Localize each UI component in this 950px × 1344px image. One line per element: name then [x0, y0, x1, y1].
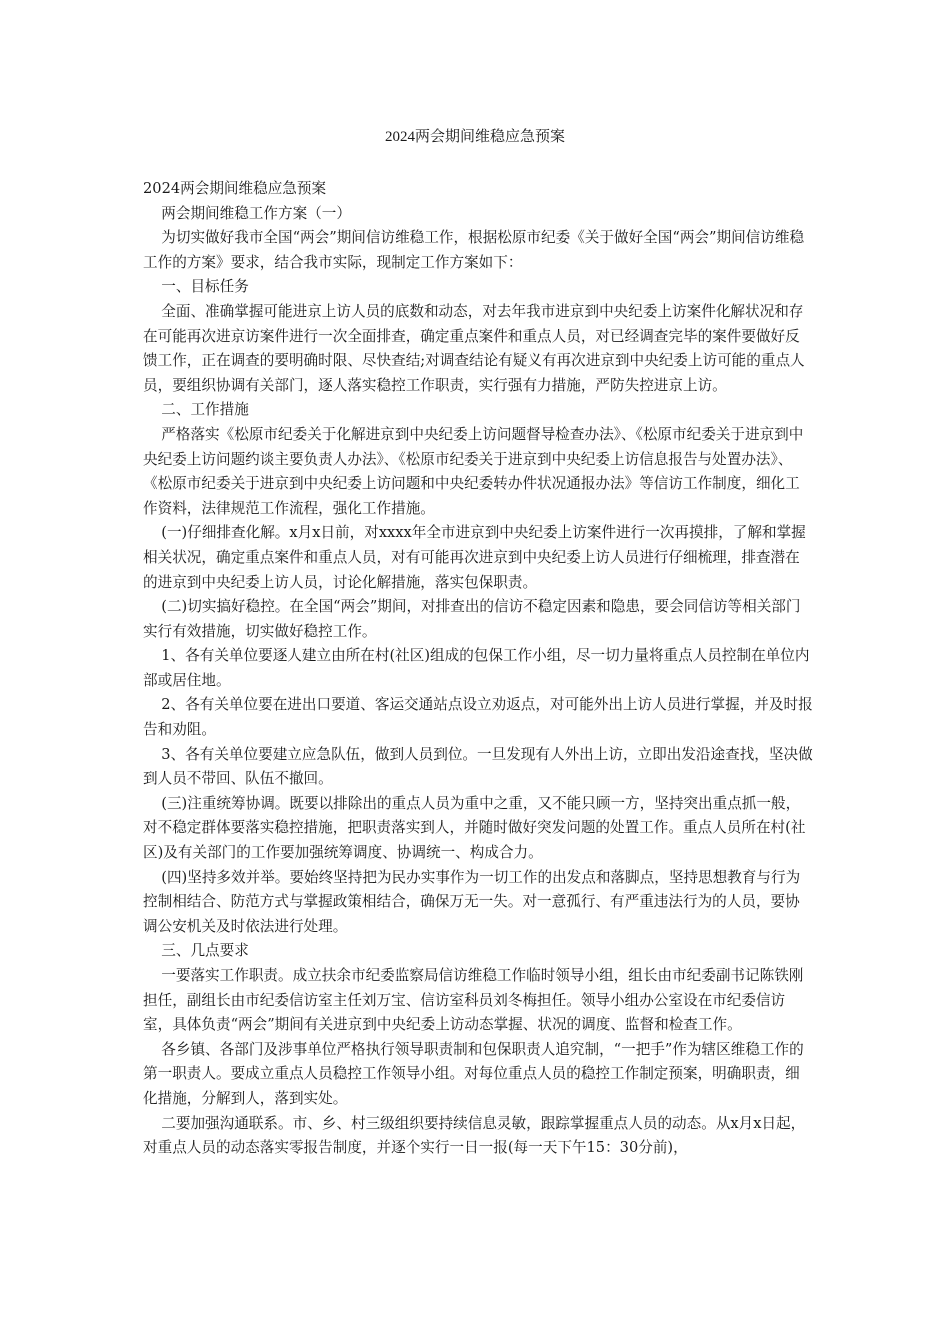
paragraph: 一要落实工作职责。成立扶余市纪委监察局信访维稳工作临时领导小组，组长由市纪委副书记陈铁刚担任，副组长由市纪委信访室主任刘万宝、信访室科员刘冬梅担任。领导小组办公室设在市纪委信访室，具体负责“两会”期间有关进京到中央纪委上访动态掌握、状况的调度、监督和检查工作。: [143, 967, 804, 1034]
section-heading: 二、工作措施: [161, 401, 249, 419]
paragraph: 2、各有关单位要在进出口要道、客运交通站点设立劝返点，对可能外出上访人员进行掌握，并及时报告和劝阻。: [143, 696, 813, 739]
paragraph: (四)坚持多效并举。要始终坚持把为民办实事作为一切工作的出发点和落脚点，坚持思想教育与行为控制相结合、防范方式与掌握政策相结合，确保万无一失。对一意孤行、有严重违法行为的人员，要协调公安机关及时依法进行处理。: [143, 868, 801, 935]
paragraph: 两会期间维稳工作方案（一）: [161, 204, 351, 222]
paragraph: 严格落实《松原市纪委关于化解进京到中央纪委上访问题督导检查办法》、《松原市纪委关于进京到中央纪委上访问题约谈主要负责人办法》、《松原市纪委关于进京到中央纪委上访信息报告与处置办法》、《松原市纪委关于进京到中央纪委上访问题和中央纪委转办件状况通报办法》等信访工作制度，细化工作资料，法律规范工作流程，强化工作措施。: [143, 425, 804, 517]
paragraph: 1、各有关单位要逐人建立由所在村(社区)组成的包保工作小组，尽一切力量将重点人员控制在单位内部或居住地。: [143, 647, 810, 689]
document-title: 2024两会期间维稳应急预案: [384, 129, 565, 145]
paragraph: (一)仔细排查化解。x月x日前，对xxxx年全市进京到中央纪委上访案件进行一次再摸排，了解和掌握相关状况，确定重点案件和重点人员，对有可能再次进京到中央纪委上访人员进行仔细梳理，排查潜在的进京到中央纪委上访人员，讨论化解措施，落实包保职责。: [143, 524, 806, 591]
document-body: [143, 177, 813, 1161]
paragraph: (三)注重统筹协调。既要以排除出的重点人员为重中之重，又不能只顾一方，坚持突出重点抓一般，对不稳定群体要落实稳控措施，把职责落实到人，并随时做好突发问题的处置工作。重点人员所在村(社区)及有关部门的工作要加强统筹调度、协调统一、构成合力。: [143, 794, 806, 862]
paragraph: 二要加强沟通联系。市、乡、村三级组织要持续信息灵敏，跟踪掌握重点人员的动态。从x月x日起，对重点人员的动态落实零报告制度，并逐个实行一日一报(每一天下午15：30分前)，: [143, 1114, 806, 1157]
paragraph: 3、各有关单位要建立应急队伍，做到人员到位。一旦发现有人外出上访，立即出发沿途查找，坚决做到人员不带回、队伍不撤回。: [143, 745, 813, 788]
paragraph: 各乡镇、各部门及涉事单位严格执行领导职责制和包保职责人追究制，“一把手”作为辖区维稳工作的第一职责人。要成立重点人员稳控工作领导小组。对每位重点人员的稳控工作制定预案，明确职责，细化措施，分解到人，落到实处。: [143, 1040, 804, 1107]
paragraph: (二)切实搞好稳控。在全国“两会”期间，对排查出的信访不稳定因素和隐患，要会同信访等相关部门实行有效措施，切实做好稳控工作。: [143, 598, 801, 640]
paragraph: 为切实做好我市全国“两会”期间信访维稳工作，根据松原市纪委《关于做好全国“两会”期间信访维稳工作的方案》要求，结合我市实际，现制定工作方案如下：: [143, 229, 805, 271]
document-subtitle: 2024两会期间维稳应急预案: [143, 180, 327, 197]
paragraph: 全面、准确掌握可能进京上访人员的底数和动态，对去年我市进京到中央纪委上访案件化解状况和存在可能再次进京访案件进行一次全面排查，确定重点案件和重点人员，对已经调查完毕的案件要做好反馈工作，正在调查的要明确时限、尽快查结;对调查结论有疑义有再次进京到中央纪委上访可能的重点人员，要组织协调有关部门，逐人落实稳控工作职责，实行强有力措施，严防失控进京上访。: [143, 302, 805, 394]
section-heading: 一、目标任务: [161, 278, 249, 296]
section-heading: 三、几点要求: [161, 942, 249, 960]
